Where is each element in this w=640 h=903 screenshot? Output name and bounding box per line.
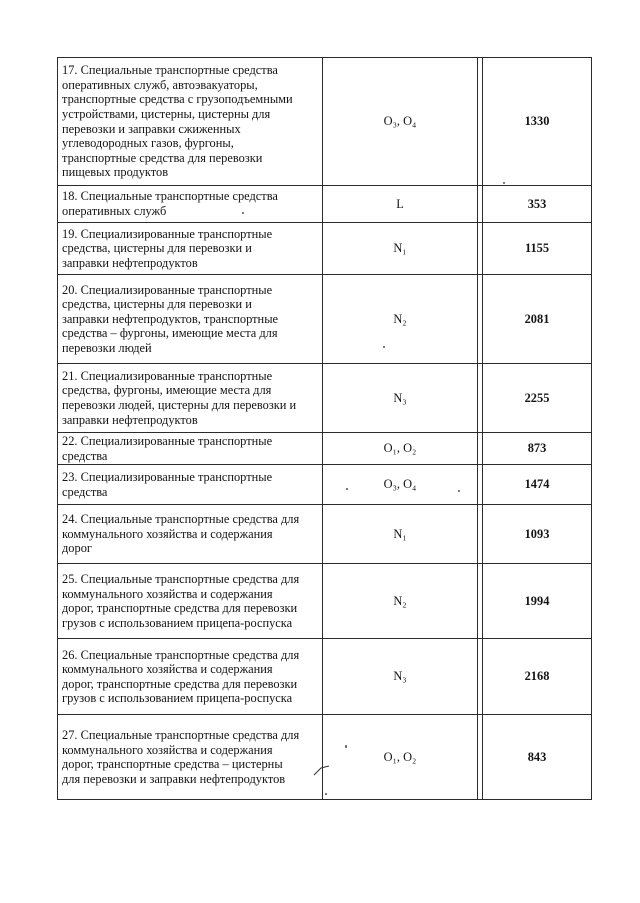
table-row [58,505,592,564]
vehicle-description: 25. Специальные транспортные средства для коммунального хозяйства и содержания дорог, транспортные средства для перевозки грузов с использованием прицепа-роспуска [62,572,300,630]
tariff-value: 873 [483,433,592,465]
vehicle-category: O₁, O₂ [323,715,478,800]
vehicle-description-cell [58,639,323,715]
scan-speck [242,212,244,214]
vehicle-description-cell [58,465,323,505]
vehicle-category: L [323,186,478,223]
scan-speck [383,346,385,348]
tariff-value: 843 [483,715,592,800]
scan-speck [503,182,505,184]
table-row [58,223,592,275]
vehicle-description-cell [58,275,323,364]
table-row [58,715,592,800]
vehicle-category: O₃, O₄ [323,58,478,186]
tariff-value: 1093 [483,505,592,564]
vehicle-category: N₁ [323,223,478,275]
vehicle-description: 20. Специализированные транспортные средства, цистерны для перевозки и заправки нефтепродуктов, транспортные средства – фургоны, имеющие места для перевозки людей [62,282,279,355]
vehicle-category: N₃ [323,639,478,715]
vehicle-description-cell [58,433,323,465]
vehicle-description-cell [58,564,323,639]
table-row [58,639,592,715]
vehicle-description-cell [58,186,323,223]
vehicle-description: 24. Специальные транспортные средства для коммунального хозяйства и содержания дорог [62,512,300,556]
vehicle-description-cell [58,58,323,186]
vehicle-description: 23. Специализированные транспортные средства [62,470,273,499]
vehicle-description-cell [58,715,323,800]
tariff-value: 2168 [483,639,592,715]
table-row [58,364,592,433]
vehicle-category: N₃ [323,364,478,433]
vehicle-category: N₂ [323,275,478,364]
vehicle-description: 18. Специальные транспортные средства оперативных служб [62,189,278,218]
tariff-value: 1994 [483,564,592,639]
table-row [58,564,592,639]
vehicle-description-cell [58,505,323,564]
vehicle-description-cell [58,364,323,433]
table-row [58,275,592,364]
vehicle-category: N₂ [323,564,478,639]
scan-speck [325,793,327,795]
tariff-table [57,57,592,800]
vehicle-description: 26. Специальные транспортные средства для коммунального хозяйства и содержания дорог, транспортные средства для перевозки грузов с использованием прицепа-роспуска [62,647,300,706]
tariff-value: 2081 [483,275,592,364]
table-row [58,465,592,505]
scan-speck [345,745,347,748]
tariff-value: 1155 [483,223,592,275]
tariff-value: 1330 [483,58,592,186]
vehicle-description-cell [58,223,323,275]
tariff-value: 1474 [483,465,592,505]
vehicle-description: 19. Специализированные транспортные средства, цистерны для перевозки и заправки нефтепродуктов [62,226,273,270]
tariff-value: 353 [483,186,592,223]
scan-speck [346,488,348,490]
table-row [58,186,592,223]
table-row [58,58,592,186]
vehicle-category: N₁ [323,505,478,564]
vehicle-description: 27. Специальные транспортные средства для коммунального хозяйства и содержания дорог, транспортные средства – цистерны для перевозки и заправки нефтепродуктов [62,728,300,786]
vehicle-category: O₃, O₄ [323,465,478,505]
vehicle-description: 17. Специальные транспортные средства оперативных служб, автоэвакуаторы, транспортные средства с грузоподъемными устройствами, цистерны, цистерны для перевозки и заправки сжиженных углеводородных газов, фургоны, транспортные средства для перевозки пищевых продуктов [62,63,293,180]
vehicle-description: 22. Специализированные транспортные средства [62,434,273,463]
scan-speck [458,490,460,492]
tariff-value: 2255 [483,364,592,433]
vehicle-category: O₁, O₂ [323,433,478,465]
vehicle-description: 21. Специализированные транспортные средства, фургоны, имеющие места для перевозки людей, цистерны для перевозки и заправки нефтепродуктов [62,368,297,427]
table-row [58,433,592,465]
